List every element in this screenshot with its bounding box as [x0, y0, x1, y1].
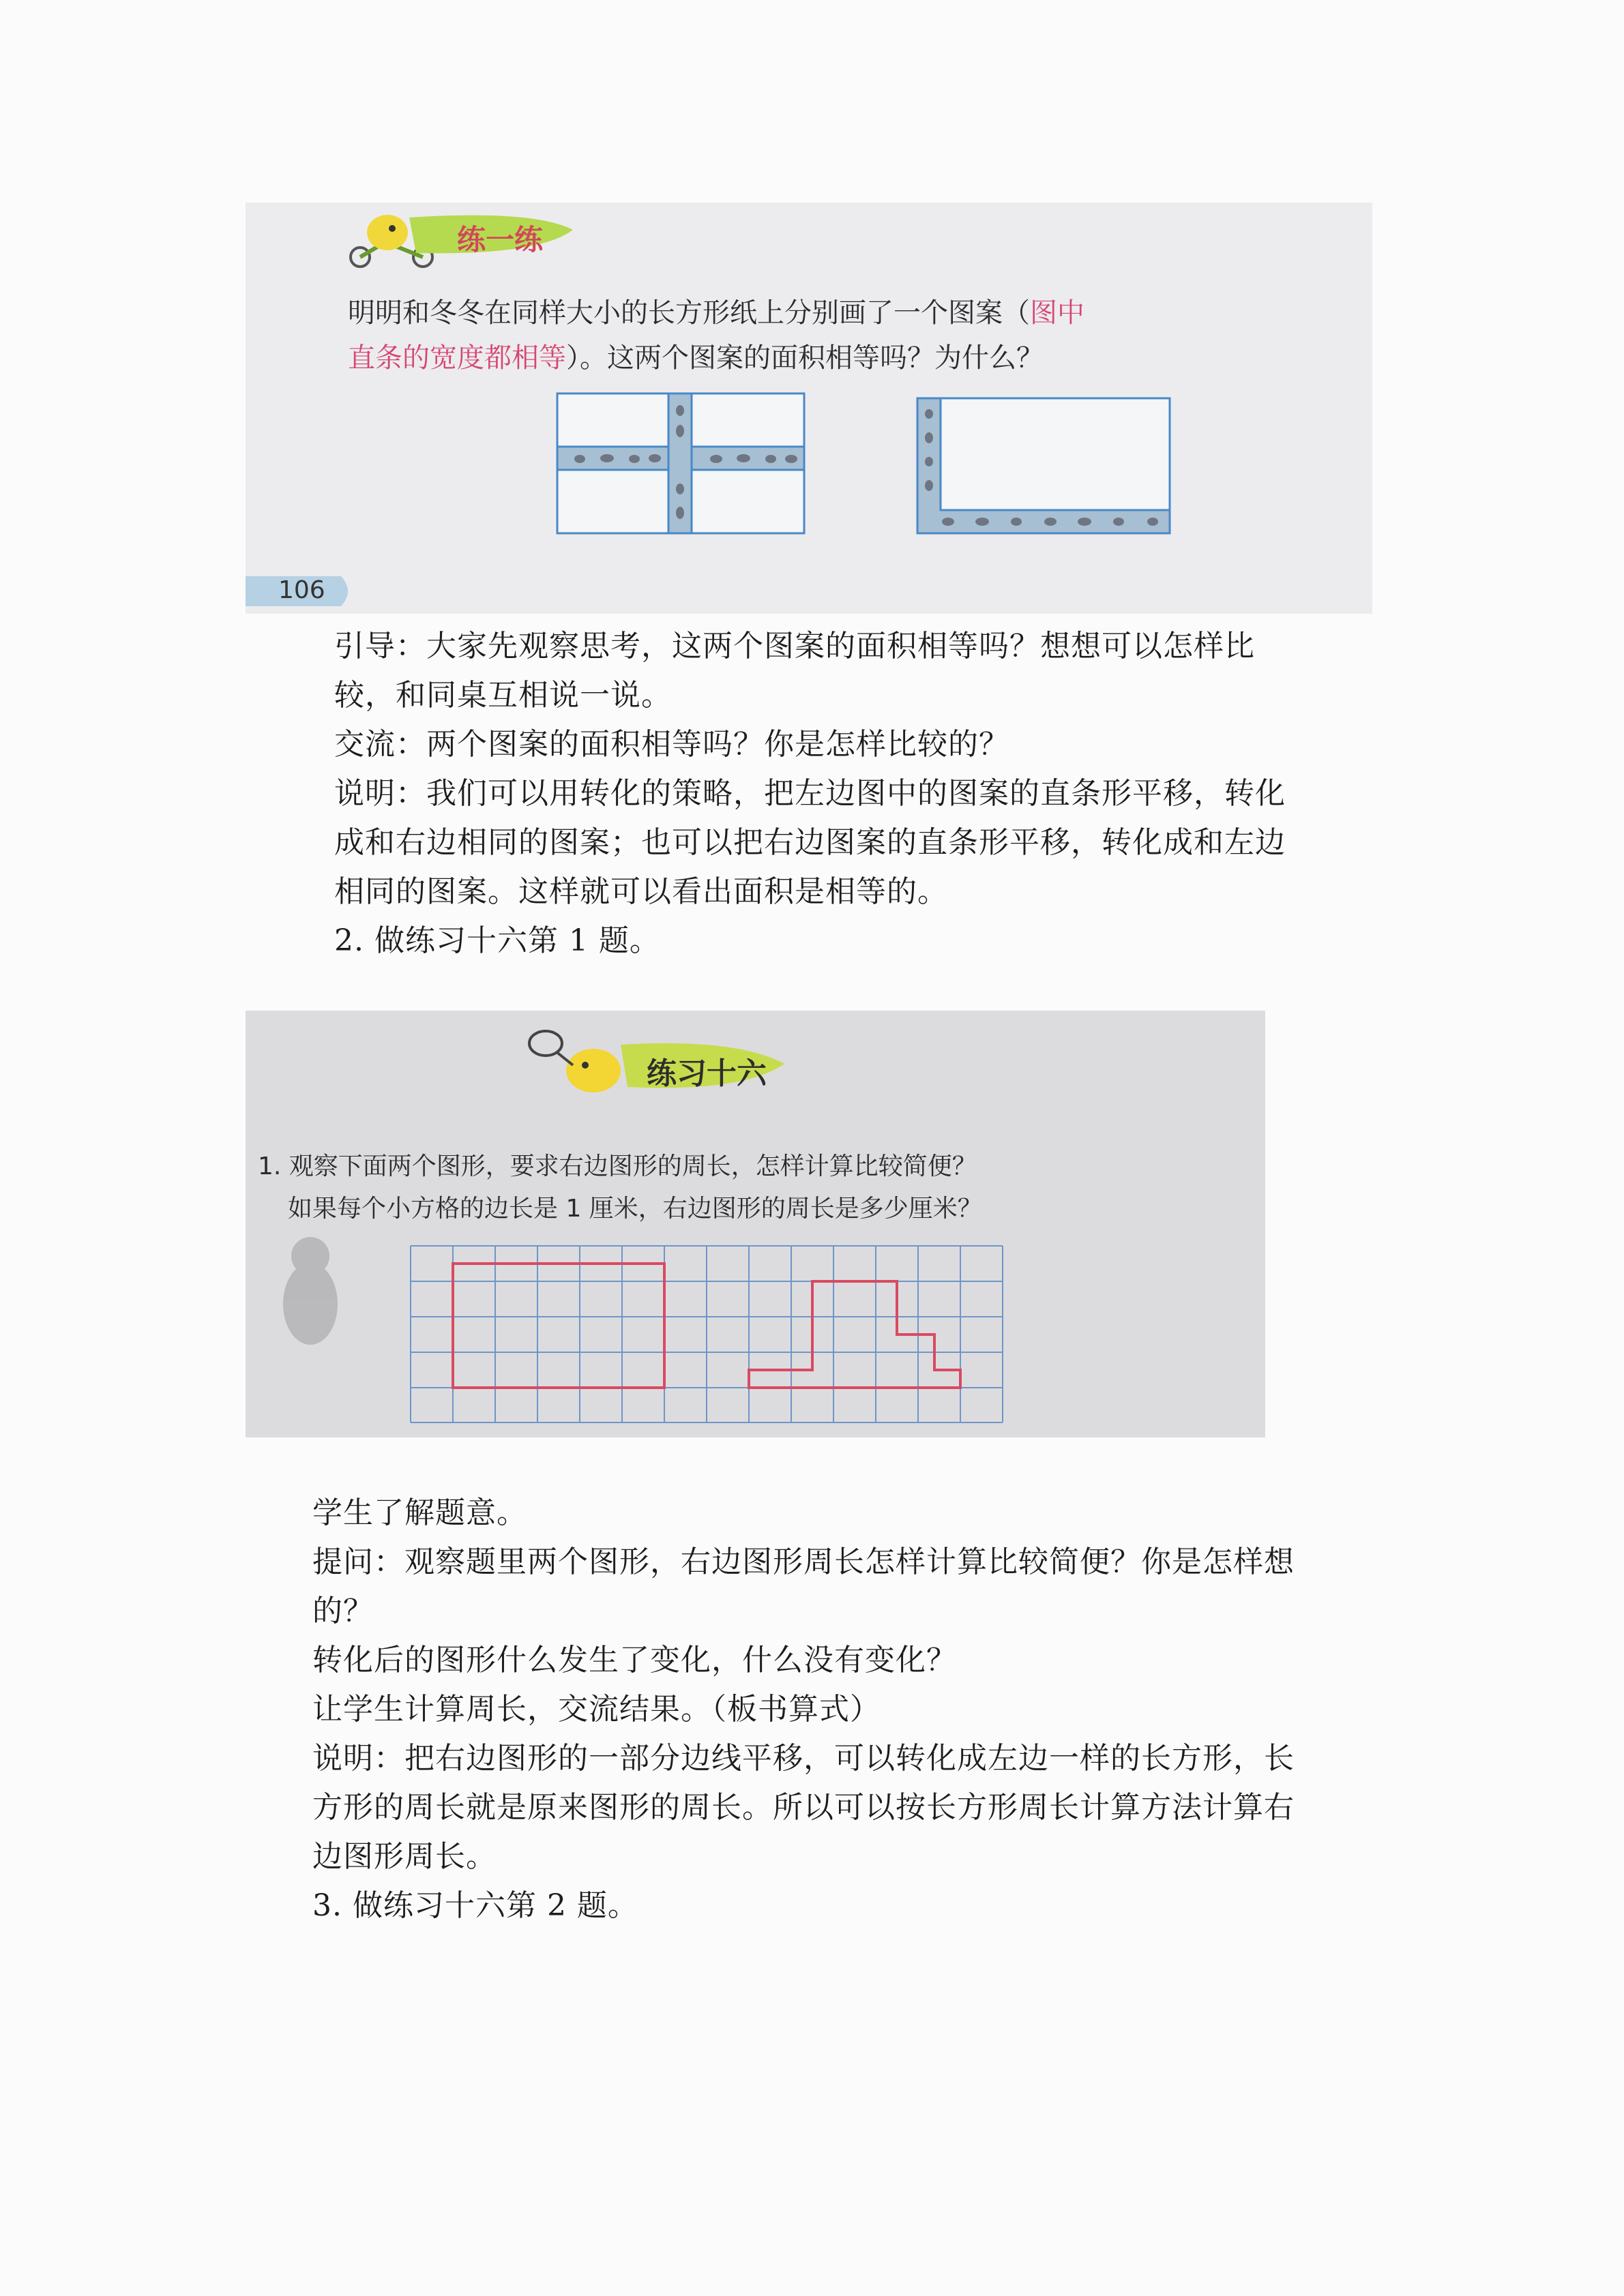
- para-calc: 让学生计算周长，交流结果。（板书算式）: [312, 1692, 881, 1727]
- problem-text-red-a: 图中: [1030, 297, 1084, 329]
- problem-text-b: ）。这两个图案的面积相等吗？为什么？: [566, 342, 1044, 374]
- para-ask-2: 的？: [312, 1594, 374, 1628]
- question-line-2: 如果每个小方格的边长是 1 厘米，右边图形的周长是多少厘米？: [288, 1195, 982, 1223]
- para-explain-2: 成和右边相同的图案；也可以把右边图案的直条形平移，转化成和左边: [334, 825, 1286, 860]
- textbook-photo-practice: [246, 203, 1372, 614]
- practice-badge-label: 练一练: [457, 223, 544, 256]
- problem-text-a: 明明和冬冬在同样大小的长方形纸上分别画了一个图案（: [348, 297, 1030, 329]
- para-step-3: 3. 做练习十六第 2 题。: [312, 1888, 638, 1923]
- right-pattern-figure: [917, 398, 1170, 533]
- para-exchange: 交流：两个图案的面积相等吗？你是怎样比较的？: [334, 727, 1009, 762]
- question-line-1: 1. 观察下面两个图形，要求右边图形的周长，怎样计算比较简便？: [258, 1152, 977, 1180]
- practice-illustration: [246, 203, 1372, 614]
- left-rectangle-shape: [453, 1264, 664, 1388]
- para-explain-3: 相同的图案。这样就可以看出面积是相等的。: [334, 874, 948, 909]
- problem-text-red-b: 直条的宽度都相等: [348, 342, 566, 374]
- para-explain2-1: 说明：把右边图形的一部分边线平移，可以转化成左边一样的长方形，长: [312, 1741, 1295, 1776]
- para-guide-2: 较，和同桌互相说一说。: [334, 678, 672, 713]
- para-ask-1: 提问：观察题里两个图形，右边图形周长怎样计算比较简便？你是怎样想: [312, 1545, 1295, 1579]
- para-explain2-3: 边图形周长。: [312, 1839, 497, 1874]
- para-explain2-2: 方形的周长就是原来图形的周长。所以可以按长方形周长计算方法计算右: [312, 1790, 1295, 1825]
- mascot-racket-icon: [529, 1031, 621, 1092]
- problem-line-1: [348, 291, 1084, 330]
- textbook-photo-exercise: [246, 1011, 1265, 1437]
- right-staircase-shape: [749, 1281, 960, 1388]
- para-step-2: 2. 做练习十六第 1 题。: [334, 923, 660, 958]
- para-explain-1: 说明：我们可以用转化的策略，把左边图中的图案的直条形平移，转化: [334, 776, 1286, 811]
- para-transform: 转化后的图形什么发生了变化，什么没有变化？: [312, 1643, 957, 1678]
- left-pattern-figure: [557, 393, 804, 533]
- problem-line-2: [348, 336, 1044, 375]
- page-number: 106: [278, 576, 325, 604]
- para-guide-1: 引导：大家先观察思考，这两个图案的面积相等吗？想想可以怎样比: [334, 629, 1255, 664]
- para-understand: 学生了解题意。: [312, 1495, 527, 1530]
- exercise-badge-label: 练习十六: [647, 1056, 767, 1091]
- faded-cat-figure: [283, 1237, 338, 1345]
